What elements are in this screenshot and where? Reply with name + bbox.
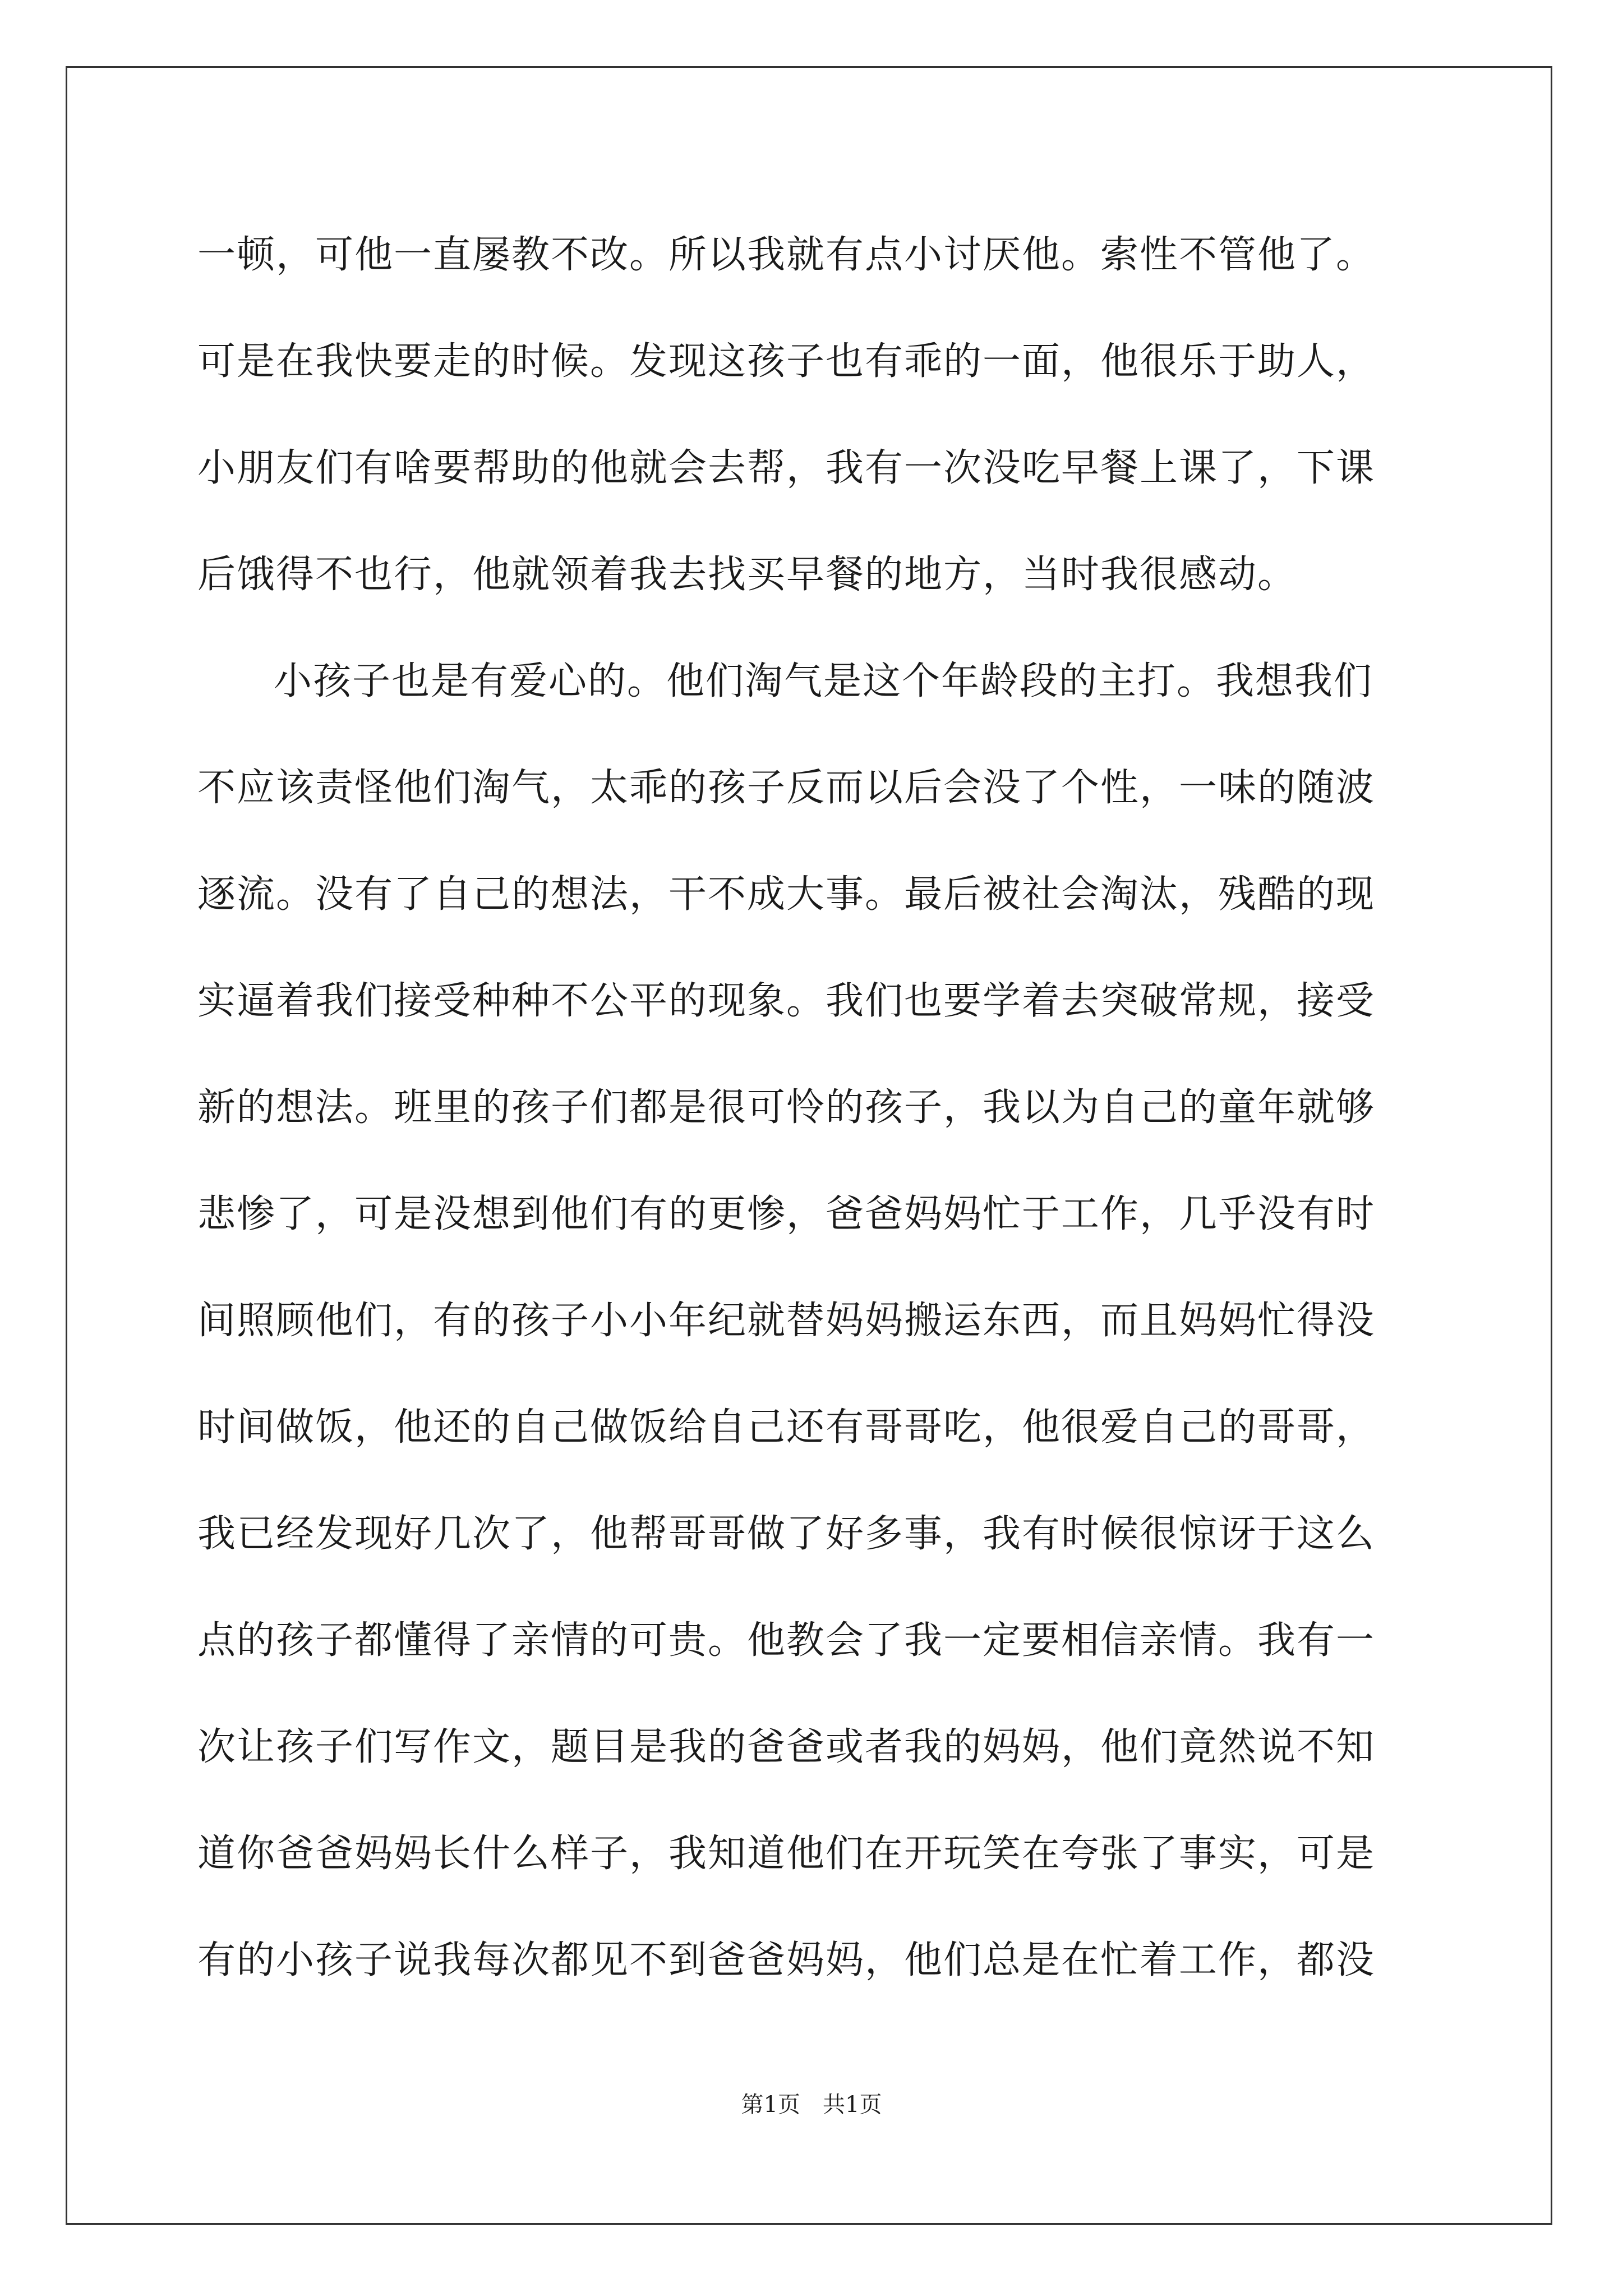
text-line: 有的小孩子说我每次都见不到爸爸妈妈，他们总是在忙着工作，都没 xyxy=(197,1938,1376,1982)
text-line: 次让孩子们写作文，题目是我的爸爸或者我的妈妈，他们竟然说不知 xyxy=(197,1725,1376,1769)
text-line: 不应该责怪他们淘气，太乖的孩子反而以后会没了个性，一味的随波 xyxy=(197,766,1376,810)
text-line: 悲惨了，可是没想到他们有的更惨，爸爸妈妈忙于工作，几乎没有时 xyxy=(197,1192,1376,1236)
text-line: 后饿得不也行，他就领着我去找买早餐的地方，当时我很感动。 xyxy=(197,553,1297,597)
text-line: 逐流。没有了自己的想法，干不成大事。最后被社会淘汰，残酷的现 xyxy=(197,872,1376,917)
document-body xyxy=(197,202,1431,2014)
text-line: 可是在我快要走的时候。发现这孩子也有乖的一面，他很乐于助人， xyxy=(197,339,1376,384)
text-line: 新的想法。班里的孩子们都是很可怜的孩子，我以为自己的童年就够 xyxy=(197,1085,1376,1130)
text-line: 一顿，可他一直屡教不改。所以我就有点小讨厌他。索性不管他了。 xyxy=(197,233,1376,277)
text-line: 我已经发现好几次了，他帮哥哥做了好多事，我有时候很惊讶于这么 xyxy=(197,1512,1376,1556)
text-line: 道你爸爸妈妈长什么样子，我知道他们在开玩笑在夸张了事实，可是 xyxy=(197,1832,1376,1876)
paragraph-first-line: 小孩子也是有爱心的。他们淘气是这个年龄段的主打。我想我们 xyxy=(274,659,1373,703)
page-number-footer: 第1页 共1页 xyxy=(741,2092,882,2118)
text-line: 点的孩子都懂得了亲情的可贵。他教会了我一定要相信亲情。我有一 xyxy=(197,1618,1376,1663)
text-line: 实逼着我们接受种种不公平的现象。我们也要学着去突破常规，接受 xyxy=(197,979,1376,1023)
text-line: 小朋友们有啥要帮助的他就会去帮，我有一次没吃早餐上课了，下课 xyxy=(197,446,1376,490)
text-line: 间照顾他们，有的孩子小小年纪就替妈妈搬运东西，而且妈妈忙得没 xyxy=(197,1299,1376,1343)
text-line: 时间做饭，他还的自己做饭给自己还有哥哥吃，他很爱自己的哥哥， xyxy=(197,1405,1376,1450)
